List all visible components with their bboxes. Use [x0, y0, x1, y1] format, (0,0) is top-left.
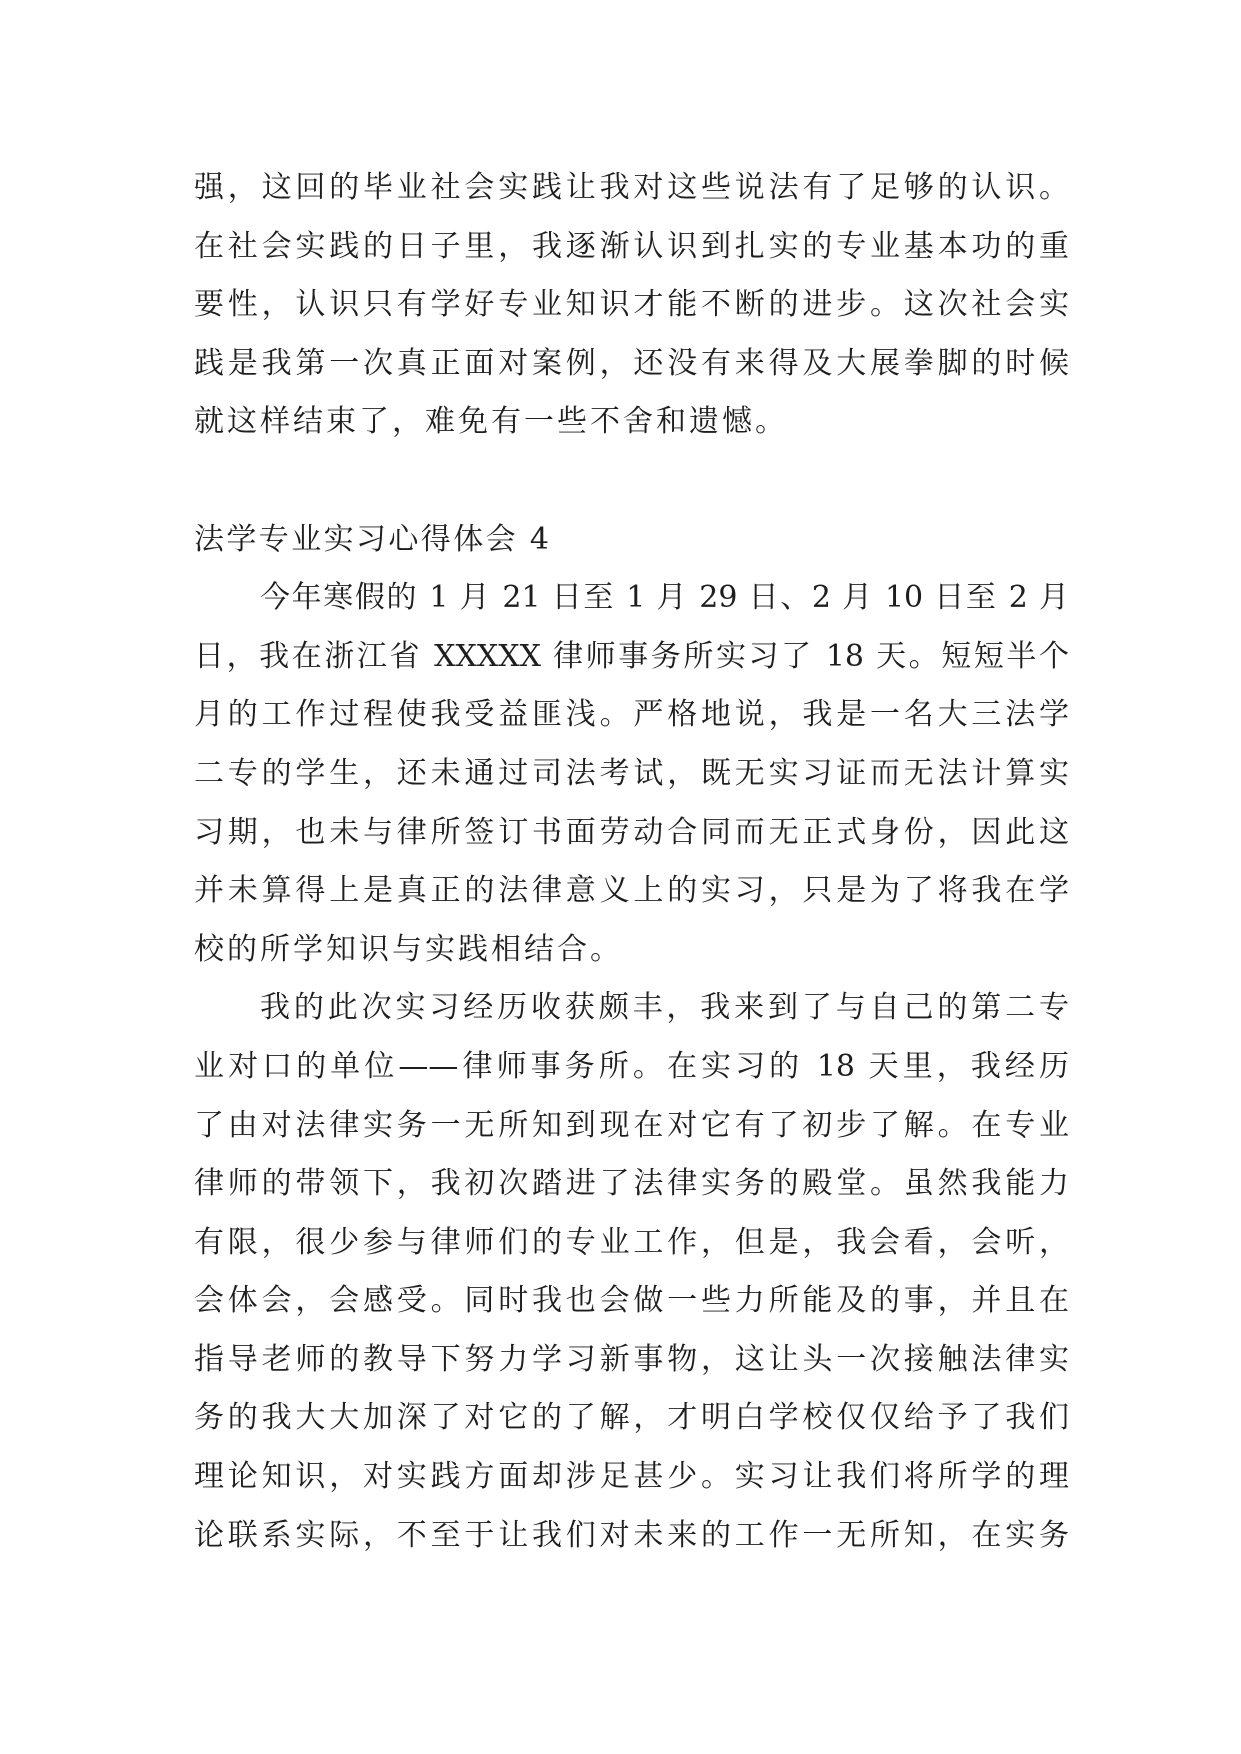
- text-line: 有限，很少参与律师们的专业工作，但是，我会看，会听，: [194, 1224, 1069, 1260]
- text-line: 在社会实践的日子里，我逐渐认识到扎实的专业基本功的重: [194, 228, 1069, 264]
- text-line: 二专的学生，还未通过司法考试，既无实习证而无法计算实: [194, 755, 1069, 791]
- section-heading: 法学专业实习心得体会 4: [194, 521, 552, 557]
- paragraph: [194, 979, 1069, 1565]
- text-line: 习期，也未与律所签订书面劳动合同而无正式身份，因此这: [194, 814, 1069, 850]
- text-line: 了由对法律实务一无所知到现在对它有了初步了解。在专业: [194, 1107, 1069, 1143]
- text-line: 我的此次实习经历收获颇丰，我来到了与自己的第二专: [260, 990, 1069, 1026]
- text-line: 业对口的单位——律师事务所。在实习的 18 天里，我经历: [194, 1048, 1069, 1084]
- paragraph: [194, 569, 1069, 979]
- text-line: 并未算得上是真正的法律意义上的实习，只是为了将我在学: [194, 873, 1069, 909]
- text-line: 指导老师的教导下努力学习新事物，这让头一次接触法律实: [194, 1341, 1069, 1377]
- paragraph-continuation: [194, 159, 1069, 452]
- text-line: 践是我第一次真正面对案例，还没有来得及大展拳脚的时候: [194, 345, 1069, 381]
- document-body: [194, 159, 1069, 1565]
- text-line: 今年寒假的 1 月 21 日至 1 月 29 日、2 月 10 日至 2 月: [260, 580, 1069, 616]
- text-line: 要性，认识只有学好专业知识才能不断的进步。这次社会实: [194, 287, 1069, 323]
- blank-line: [194, 452, 1069, 511]
- text-line: 论联系实际，不至于让我们对未来的工作一无所知，在实务: [194, 1517, 1069, 1553]
- text-line: 会体会，会感受。同时我也会做一些力所能及的事，并且在: [194, 1283, 1069, 1319]
- text-line: 日，我在浙江省 XXXXX 律师事务所实习了 18 天。短短半个: [194, 638, 1069, 674]
- text-line: 校的所学知识与实践相结合。: [194, 931, 623, 967]
- text-line: 律师的带领下，我初次踏进了法律实务的殿堂。虽然我能力: [194, 1166, 1069, 1202]
- text-line: 务的我大大加深了对它的了解，才明白学校仅仅给予了我们: [194, 1400, 1069, 1436]
- text-line: 月的工作过程使我受益匪浅。严格地说，我是一名大三法学: [194, 697, 1069, 733]
- text-line: 理论知识，对实践方面却涉足甚少。实习让我们将所学的理: [194, 1459, 1069, 1495]
- text-line: 强，这回的毕业社会实践让我对这些说法有了足够的认识。: [194, 170, 1069, 205]
- text-line: 就这样结束了，难免有一些不舍和遗憾。: [194, 404, 788, 440]
